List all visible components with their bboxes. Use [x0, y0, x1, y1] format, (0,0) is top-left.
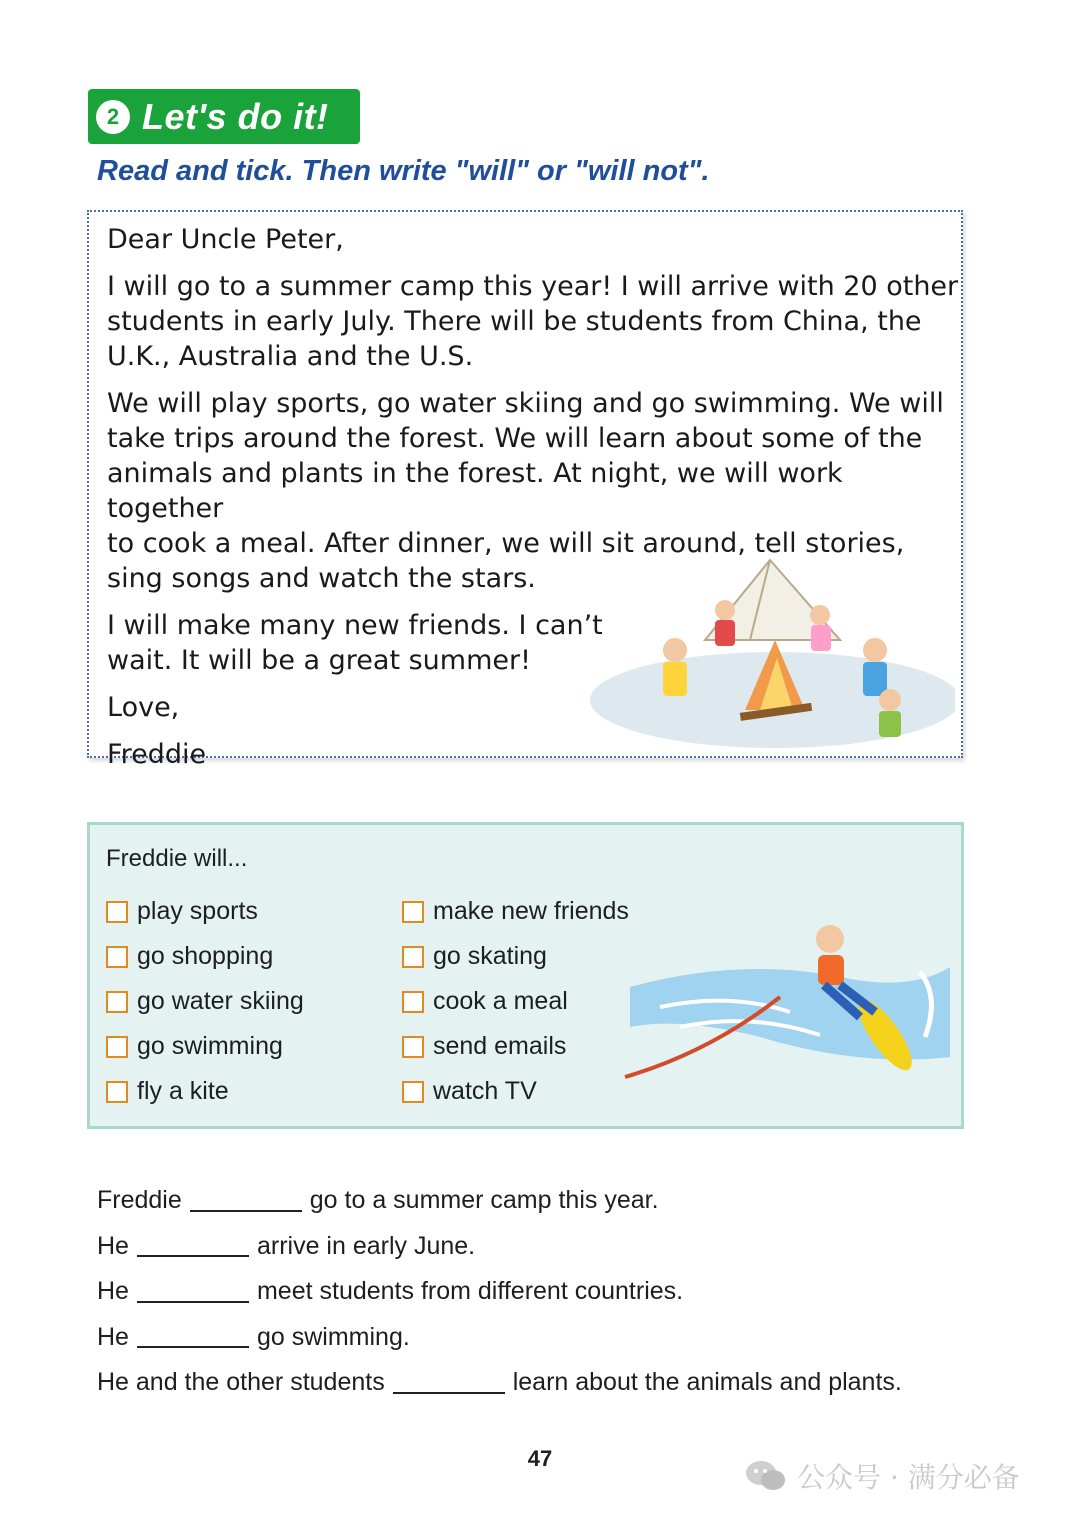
water-skiing-illustration: [620, 917, 955, 1097]
fill-in-sentences: [97, 1178, 902, 1406]
wechat-icon: [745, 1458, 787, 1494]
answer-blank[interactable]: [137, 1326, 249, 1348]
answer-blank[interactable]: [137, 1235, 249, 1257]
watermark: [745, 1456, 1020, 1496]
letter-panel: [87, 210, 963, 770]
checkbox[interactable]: [106, 1081, 128, 1103]
answer-blank[interactable]: [137, 1281, 249, 1303]
fill-in-sentence: He meet students from different countries.: [97, 1277, 684, 1306]
tick-item[interactable]: go shopping: [106, 934, 304, 979]
checkbox[interactable]: [402, 1036, 424, 1058]
letter-signature: Freddie: [107, 739, 207, 770]
tick-item[interactable]: go skating: [402, 934, 629, 979]
checkbox[interactable]: [106, 946, 128, 968]
checkbox[interactable]: [402, 991, 424, 1013]
tick-column-right: [402, 889, 629, 1114]
section-header: [88, 89, 360, 144]
tick-item[interactable]: watch TV: [402, 1069, 629, 1114]
fill-in-sentence: He go swimming.: [97, 1322, 410, 1351]
letter-paragraph: I will make many new friends. I can’t wait. It will be a great summer!: [107, 610, 603, 676]
tick-heading: Freddie will...: [106, 845, 248, 872]
exercise-instruction: Read and tick. Then write "will" or "will not".: [97, 155, 710, 187]
letter-paragraph: We will play sports, go water skiing and go swimming. We will take trips around the forest. We will learn about some of the animals and plants in the forest. At night, we will work together to cook a meal. After dinner, we will sit around, tell stories, sing songs and watch the stars.: [107, 388, 944, 594]
letter-paragraph: I will go to a summer camp this year! I will arrive with 20 other students in early July. There will be students from China, the U.K., Australia and the U.S.: [107, 271, 959, 372]
tick-item[interactable]: go water skiing: [106, 979, 304, 1024]
checkbox[interactable]: [106, 991, 128, 1013]
tick-item[interactable]: fly a kite: [106, 1069, 304, 1114]
tick-item[interactable]: cook a meal: [402, 979, 629, 1024]
section-title: Let's do it!: [142, 95, 329, 137]
checkbox[interactable]: [402, 946, 424, 968]
fill-in-sentence: He and the other students learn about the animals and plants.: [97, 1368, 902, 1397]
fill-in-sentence: Freddie go to a summer camp this year.: [97, 1186, 659, 1215]
tick-column-left: [106, 889, 304, 1114]
tick-item[interactable]: go swimming: [106, 1024, 304, 1069]
answer-blank[interactable]: [393, 1372, 505, 1394]
checkbox[interactable]: [402, 1081, 424, 1103]
letter-closing: Love,: [107, 692, 180, 723]
tick-item[interactable]: play sports: [106, 889, 304, 934]
tick-item[interactable]: send emails: [402, 1024, 629, 1069]
checkbox[interactable]: [106, 901, 128, 923]
letter-greeting: Dear Uncle Peter,: [107, 224, 344, 255]
tick-exercise-panel: [87, 822, 964, 1129]
page-number: 47: [527, 1446, 553, 1471]
checkbox[interactable]: [106, 1036, 128, 1058]
tick-item[interactable]: make new friends: [402, 889, 629, 934]
letter-body: [107, 222, 965, 784]
answer-blank[interactable]: [190, 1190, 302, 1212]
fill-in-sentence: He arrive in early June.: [97, 1231, 476, 1260]
checkbox[interactable]: [402, 901, 424, 923]
section-number-badge: 2: [96, 100, 130, 134]
watermark-text: 公众号 · 满分必备: [797, 1461, 1020, 1494]
